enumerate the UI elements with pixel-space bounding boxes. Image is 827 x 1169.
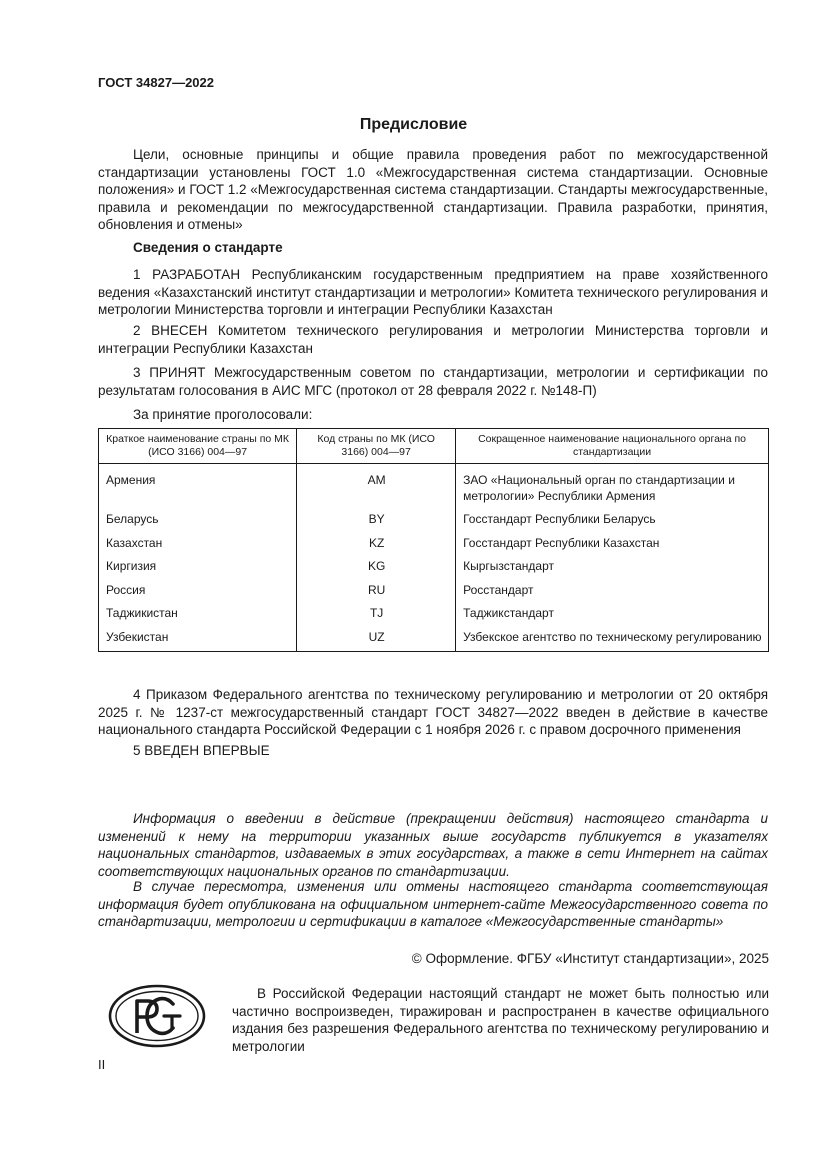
info-note-revision: В случае пересмотра, изменения или отмены настоящего стандарта соответствующая информация будет опубликована на официальном интернет-сайте Межгосударственного совета по стандартизации, метрологии и сертификации в каталоге «Межгосударственные стандарты» [98, 879, 768, 930]
country-cell: Россия [99, 581, 297, 605]
country-cell: Казахстан [99, 534, 297, 558]
body-cell: Госстандарт Республики Казахстан [456, 534, 769, 558]
table-header-row [99, 429, 769, 464]
member-states-table [98, 428, 769, 652]
column-header-country: Краткое наименование страны по МК (ИСО 3166) 004—97 [99, 429, 297, 464]
code-cell: UZ [297, 628, 456, 652]
standard-info-heading: Сведения о стандарте [133, 240, 283, 255]
body-cell: Таджикстандарт [456, 604, 769, 628]
table-row [99, 628, 769, 652]
page-number: II [98, 1057, 106, 1072]
table-row [99, 604, 769, 628]
page-title: Предисловие [359, 116, 468, 133]
code-cell: KG [297, 557, 456, 581]
intro-paragraph: Цели, основные принципы и общие правила проведения работ по межгосударственной стандартизации установлены ГОСТ 1.0 «Межгосударственная система стандартизации. Основные положения» и ГОСТ 1.2 «Межгосударственная система стандартизации. Стандарты межгосударственные, правила и рекомендации по межгосударственной стандартизации. Правила разработки, принятия, обновления и отмены» [98, 147, 768, 233]
code-cell: RU [297, 581, 456, 605]
table-row [99, 534, 769, 558]
rst-certification-logo [107, 983, 207, 1054]
body-cell: ЗАО «Национальный орган по стандартизации и метрологии» Республики Армения [456, 464, 769, 511]
table-row [99, 581, 769, 605]
code-cell: AM [297, 464, 456, 511]
copyright-line: © Оформление. ФГБУ «Институт стандартизации», 2025 [411, 951, 769, 966]
country-cell: Беларусь [99, 510, 297, 534]
voted-label: За принятие проголосовали: [133, 407, 313, 422]
code-cell: BY [297, 510, 456, 534]
reproduction-notice: В Российской Федерации настоящий стандарт не может быть полностью или частично воспроизведен, тиражирован и распространен в качестве официального издания без разрешения Федерального агентства по техническому регулированию и метрологии [232, 986, 769, 1054]
body-cell: Росстандарт [456, 581, 769, 605]
code-cell: TJ [297, 604, 456, 628]
country-cell: Армения [99, 464, 297, 511]
item-submitted: 2 ВНЕСЕН Комитетом технического регулирования и метрологии Министерства торговли и интеграции Республики Казахстан [98, 323, 768, 356]
country-cell: Таджикистан [99, 604, 297, 628]
item-first-introduced: 5 ВВЕДЕН ВПЕРВЫЕ [133, 743, 270, 758]
code-cell: KZ [297, 534, 456, 558]
country-cell: Узбекистан [99, 628, 297, 652]
table-row [99, 464, 769, 511]
body-cell: Кыргызстандарт [456, 557, 769, 581]
item-order: 4 Приказом Федерального агентства по техническому регулированию и метрологии от 20 октября 2025 г. № 1237-ст межгосударственный стандарт ГОСТ 34827—2022 введен в действие в качестве национального стандарта Российской Федерации с 1 ноября 2026 г. с правом досрочного применения [98, 687, 768, 738]
body-cell: Узбекское агентство по техническому регулированию [456, 628, 769, 652]
item-adopted: 3 ПРИНЯТ Межгосударственным советом по стандартизации, метрологии и сертификации по результатам голосования в АИС МГС (протокол от 28 февраля 2022 г. №148-П) [98, 365, 768, 398]
document-code-header: ГОСТ 34827—2022 [98, 75, 214, 90]
country-cell: Киргизия [99, 557, 297, 581]
column-header-code: Код страны по МК (ИСО 3166) 004—97 [297, 429, 456, 464]
info-note-publication: Информация о введении в действие (прекращении действия) настоящего стандарта и изменений к нему на территории указанных выше государств публикуется в указателях национальных стандартов, издаваемых в этих государствах, а также в сети Интернет на сайтах соответствующих национальных органов по стандартизации. [98, 811, 768, 879]
table-row [99, 557, 769, 581]
body-cell: Госстандарт Республики Беларусь [456, 510, 769, 534]
item-developed: 1 РАЗРАБОТАН Республиканским государственным предприятием на праве хозяйственного ведения «Казахстанский институт стандартизации и метрологии» Комитета технического регулирования и метрологии Министерства торговли и интеграции Республики Казахстан [98, 267, 768, 318]
column-header-body: Сокращенное наименование национального органа по стандартизации [456, 429, 769, 464]
table-row [99, 510, 769, 534]
